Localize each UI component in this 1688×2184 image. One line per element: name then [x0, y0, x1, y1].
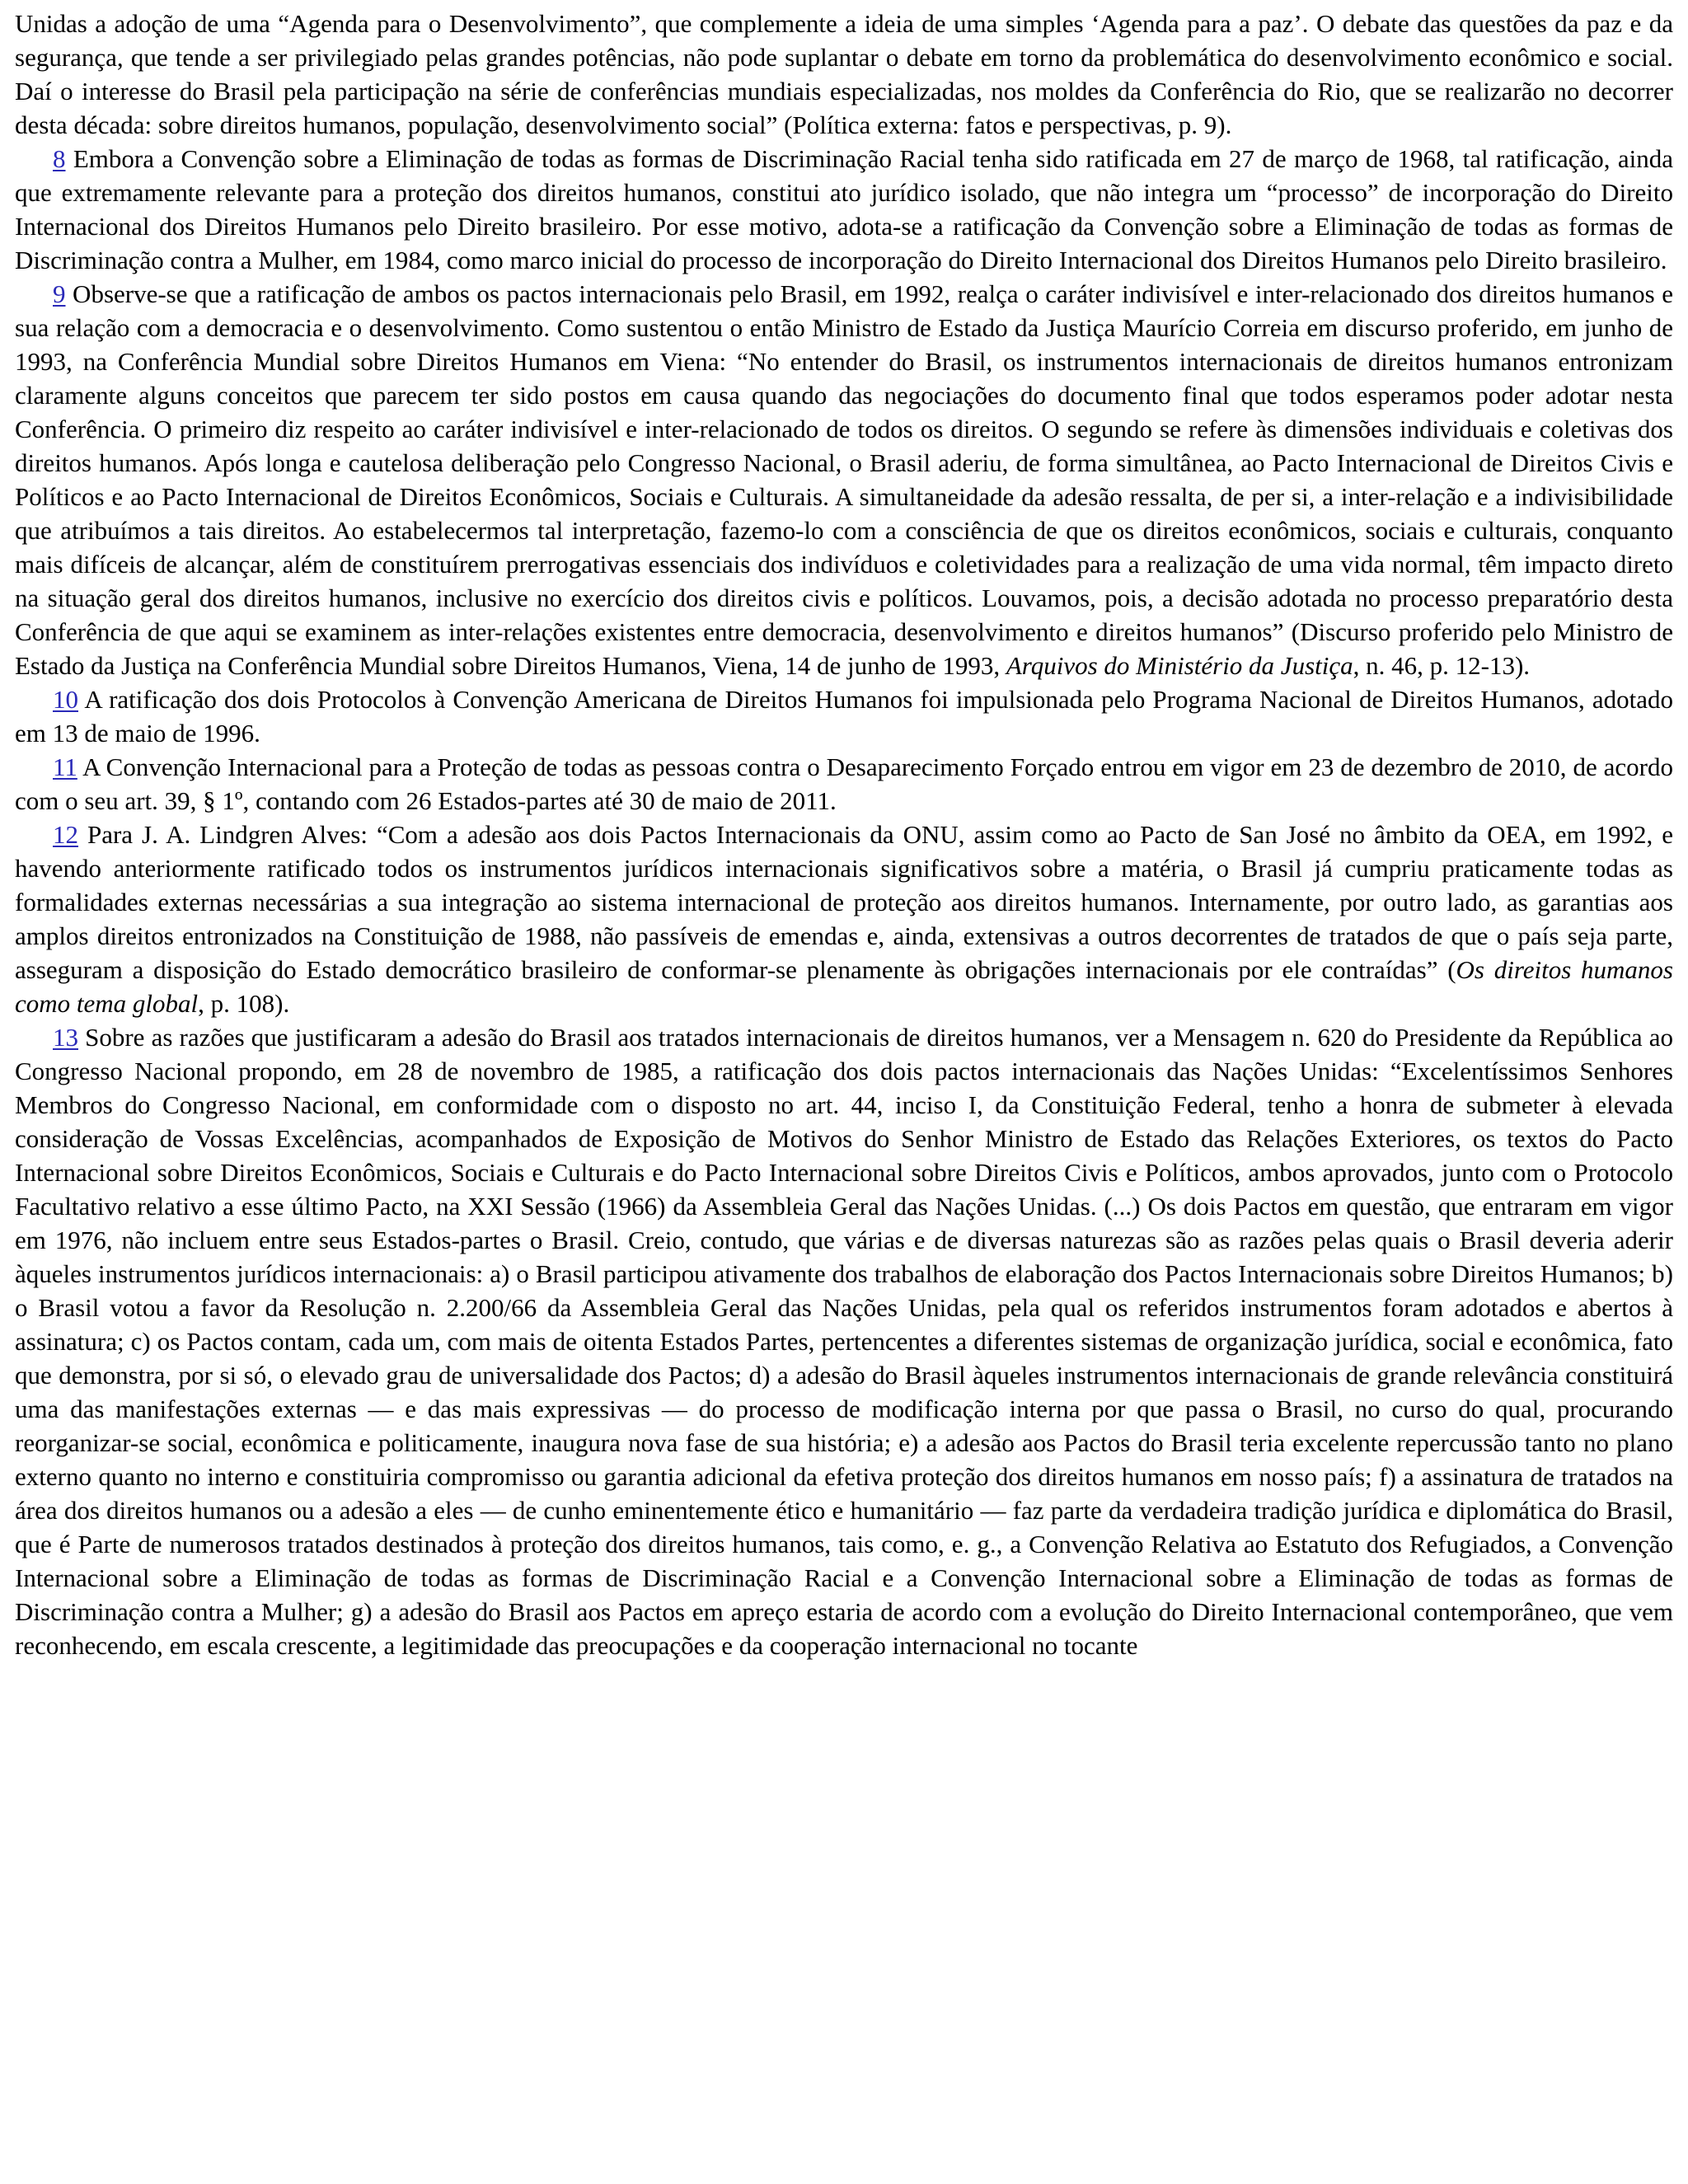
footnote-link-12[interactable]: 12 — [53, 820, 78, 849]
footnote-text: A Convenção Internacional para a Proteção de todas as pessoas contra o Desaparecimento Forçado entrou em vigor em 23 de dezembro de 2010, de acordo com o seu art. 39, § 1º, contando com 26 Estados-partes até 30 de maio de 2011. — [15, 752, 1673, 815]
footnote-text: A ratificação dos dois Protocolos à Convenção Americana de Direitos Humanos foi impulsionada pelo Programa Nacional de Direitos Humanos, adotado em 13 de maio de 1996. — [15, 685, 1673, 748]
footnote-text: Unidas a adoção de uma “Agenda para o Desenvolvimento”, que complemente a ideia de uma simples ‘Agenda para a paz’. O debate das questões da paz e da segurança, que tende a ser privilegiado pelas grandes potências, não pode suplantar o debate em torno da problemática do desenvolvimento econômico e social. Daí o interesse do Brasil pela participação na série de conferências mundiais especializadas, nos moldes da Conferência do Rio, que se realizarão no decorrer desta década: sobre direitos humanos, população, desenvolvimento social” (Política externa: fatos e perspectivas, p. 9). — [15, 9, 1673, 139]
footnote-8 — [15, 142, 1673, 277]
footnote-text: Observe-se que a ratificação de ambos os pactos internacionais pelo Brasil, em 1992, realça o caráter indivisível e inter-relacionado dos direitos humanos e sua relação com a democracia e o desenvolvimento. Como sustentou o então Ministro de Estado da Justiça Maurício Correia em discurso proferido, em junho de 1993, na Conferência Mundial sobre Direitos Humanos em Viena: “No entender do Brasil, os instrumentos internacionais de direitos humanos entronizam claramente alguns conceitos que parecem ter sido postos em causa quando das negociações do documento final que todos esperamos poder adotar nesta Conferência. O primeiro diz respeito ao caráter indivisível e inter-relacionado de todos os direitos. O segundo se refere às dimensões individuais e coletivas dos direitos humanos. Após longa e cautelosa deliberação pelo Congresso Nacional, o Brasil aderiu, de forma simultânea, ao Pacto Internacional de Direitos Civis e Políticos e ao Pacto Internacional de Direitos Econômicos, Sociais e Culturais. A simultaneidade da adesão ressalta, de per si, a inter-relação e a indivisibilidade que atribuímos a tais direitos. Ao estabelecermos tal interpretação, fazemo-lo com a consciência de que os direitos econômicos, sociais e culturais, conquanto mais difíceis de alcançar, além de constituírem prerrogativas essenciais dos indivíduos e coletividades para a realização de uma vida normal, têm impacto direto na situação geral dos direitos humanos, inclusive no exercício dos direitos civis e políticos. Louvamos, pois, a decisão adotada no processo preparatório desta Conferência de que aqui se examinem as inter-relações existentes entre democracia, desenvolvimento e direitos humanos” (Discurso proferido pelo Ministro de Estado da Justiça na Conferência Mundial sobre Direitos Humanos, Viena, 14 de junho de 1993, — [15, 279, 1673, 680]
footnote-link-10[interactable]: 10 — [53, 685, 78, 714]
footnote-link-8[interactable]: 8 — [53, 144, 66, 173]
footnote-link-13[interactable]: 13 — [53, 1023, 78, 1052]
italic-citation: Arquivos do Ministério da Justiça — [1006, 651, 1353, 680]
footnote-11 — [15, 750, 1673, 818]
footnote-text: Para J. A. Lindgren Alves: “Com a adesão aos dois Pactos Internacionais da ONU, assim como ao Pacto de San José no âmbito da OEA, em 1992, e havendo anteriormente ratificado todos os instrumentos jurídicos internacionais significativos sobre a matéria, o Brasil já cumpriu praticamente todas as formalidades externas necessárias a sua integração ao sistema internacional de proteção aos direitos humanos. Internamente, por outro lado, as garantias aos amplos direitos entronizados na Constituição de 1988, não passíveis de emendas e, ainda, extensivas a outros decorrentes de tratados de que o país seja parte, asseguram a disposição do Estado democrático brasileiro de conformar-se plenamente às obrigações internacionais por ele contraídas” ( — [15, 820, 1673, 984]
footnotes-body — [15, 7, 1673, 1662]
footnote-link-11[interactable]: 11 — [53, 752, 77, 781]
continued-footnote-text — [15, 7, 1673, 142]
footnote-10 — [15, 682, 1673, 750]
footnote-text: Sobre as razões que justificaram a adesão do Brasil aos tratados internacionais de direitos humanos, ver a Mensagem n. 620 do Presidente da República ao Congresso Nacional propondo, em 28 de novembro de 1985, a ratificação dos dois pactos internacionais das Nações Unidas: “Excelentíssimos Senhores Membros do Congresso Nacional, em conformidade com o disposto no art. 44, inciso I, da Constituição Federal, tenho a honra de submeter à elevada consideração de Vossas Excelências, acompanhados de Exposição de Motivos do Senhor Ministro de Estado das Relações Exteriores, os textos do Pacto Internacional sobre Direitos Econômicos, Sociais e Culturais e do Pacto Internacional sobre Direitos Civis e Políticos, ambos aprovados, junto com o Protocolo Facultativo relativo a esse último Pacto, na XXI Sessão (1966) da Assembleia Geral das Nações Unidas. (...) Os dois Pactos em questão, que entraram em vigor em 1976, não incluem entre seus Estados-partes o Brasil. Creio, contudo, que várias e de diversas naturezas são as razões pelas quais o Brasil deveria aderir àqueles instrumentos jurídicos internacionais: a) o Brasil participou ativamente dos trabalhos de elaboração dos Pactos Internacionais sobre Direitos Humanos; b) o Brasil votou a favor da Resolução n. 2.200/66 da Assembleia Geral das Nações Unidas, pela qual os referidos instrumentos foram adotados e abertos à assinatura; c) os Pactos contam, cada um, com mais de oitenta Estados Partes, pertencentes a diferentes sistemas de organização jurídica, social e econômica, fato que demonstra, por si só, o elevado grau de universalidade dos Pactos; d) a adesão do Brasil àqueles instrumentos internacionais de grande relevância constituirá uma das manifestações externas — e das mais expressivas — do processo de modificação interna por que passa o Brasil, no curso do qual, procurando reorganizar-se social, econômica e politicamente, inaugura nova fase de sua história; e) a adesão aos Pactos do Brasil teria excelente repercussão tanto no plano externo quanto no interno e constituiria compromisso ou garantia adicional da efetiva proteção dos direitos humanos em nosso país; f) a assinatura de tratados na área dos direitos humanos ou a adesão a eles — de cunho eminentemente ético e humanitário — faz parte da verdadeira tradição jurídica e diplomática do Brasil, que é Parte de numerosos tratados destinados à proteção dos direitos humanos, tais como, e. g., a Convenção Relativa ao Estatuto dos Refugiados, a Convenção Internacional sobre a Eliminação de todas as formas de Discriminação Racial e a Convenção Internacional sobre a Eliminação de todas as formas de Discriminação contra a Mulher; g) a adesão do Brasil aos Pactos em apreço estaria de acordo com a evolução do Direito Internacional contemporâneo, que vem reconhecendo, em escala crescente, a legitimidade das preocupações e da cooperação internacional no tocante — [15, 1023, 1673, 1660]
italic-citation: Os direitos humanos como tema global — [15, 955, 1673, 1018]
footnote-13 — [15, 1020, 1673, 1662]
footnote-text: Embora a Convenção sobre a Eliminação de todas as formas de Discriminação Racial tenha sido ratificada em 27 de março de 1968, tal ratificação, ainda que extremamente relevante para a proteção dos direitos humanos, constitui ato jurídico isolado, que não integra um “processo” de incorporação do Direito Internacional dos Direitos Humanos pelo Direito brasileiro. Por esse motivo, adota-se a ratificação da Convenção sobre a Eliminação de todas as formas de Discriminação contra a Mulher, em 1984, como marco inicial do processo de incorporação do Direito Internacional dos Direitos Humanos pelo Direito brasileiro. — [15, 144, 1673, 274]
footnote-9 — [15, 277, 1673, 682]
footnote-link-9[interactable]: 9 — [53, 279, 66, 308]
footnote-12 — [15, 818, 1673, 1020]
footnote-text: , n. 46, p. 12-13). — [1353, 651, 1531, 680]
footnote-text: , p. 108). — [198, 989, 290, 1018]
